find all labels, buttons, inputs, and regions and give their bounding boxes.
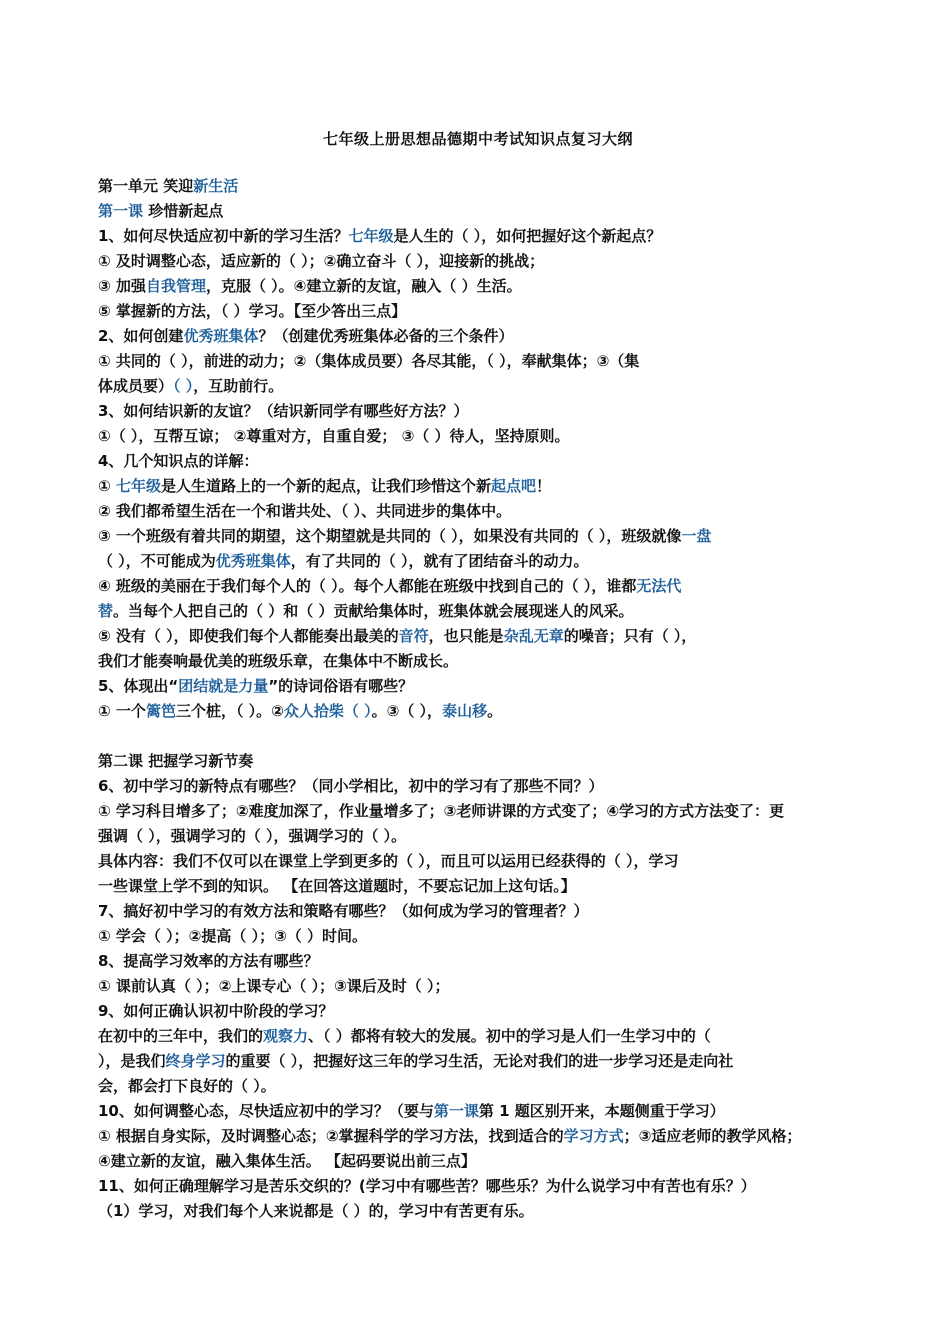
text-segment: 是人生道路上的一个新的起点，让我们珍惜这个新 xyxy=(160,477,491,495)
text-segment: 7、搞好初中学习的有效方法和策略有哪些？（如何成为学习的管理者？） xyxy=(98,902,589,920)
text-line xyxy=(98,675,858,697)
highlighted-text: 替 xyxy=(98,602,114,620)
text-line xyxy=(98,750,858,772)
text-segment: ，也只能是 xyxy=(428,627,504,645)
text-segment: ① 一个 xyxy=(98,702,146,720)
text-segment: 8、提高学习效率的方法有哪些？ xyxy=(98,952,319,970)
highlighted-text: 优秀班集体 xyxy=(183,327,259,345)
highlighted-text: 优秀班集体 xyxy=(215,552,291,570)
text-line xyxy=(98,525,858,547)
text-segment: ④建立新的友谊，融入集体生活。 【起码要说出前三点】 xyxy=(98,1152,476,1170)
highlighted-text: 起点吧 xyxy=(490,477,536,495)
highlighted-text: 音符 xyxy=(398,627,429,645)
text-line xyxy=(98,475,858,497)
text-segment: 11、如何正确理解学习是苦乐交织的？(学习中有哪些苦？哪些乐？为什么说学习中有苦也有乐？） xyxy=(98,1177,756,1195)
text-line xyxy=(98,350,858,372)
text-line xyxy=(98,1075,858,1097)
text-line xyxy=(98,600,858,622)
text-line xyxy=(98,1125,858,1147)
text-segment: 在初中的三年中，我们的 xyxy=(98,1027,264,1045)
text-segment: 的重要（ ），把握好这三年的学习生活，无论对我们的进一步学习还是走向社 xyxy=(225,1052,734,1070)
text-segment: 、（ ）都将有较大的发展。初中的学习是人们一生学习中的（ xyxy=(308,1027,711,1045)
text-segment: 第二课 把握学习新节奏 xyxy=(98,752,254,770)
text-line xyxy=(98,550,858,572)
text-line xyxy=(98,850,858,872)
text-segment: 一些课堂上学不到的知识。 【在回答这道题时，不要忘记加上这句话。】 xyxy=(98,877,576,895)
text-line xyxy=(98,1150,858,1172)
text-segment: ，克服（ ）。④建立新的友谊，融入（ ）生活。 xyxy=(205,277,522,295)
highlighted-text: 七年级 xyxy=(348,227,394,245)
text-segment: ），是我们 xyxy=(98,1052,166,1070)
text-segment: ！ xyxy=(535,477,551,495)
text-segment: 三个桩，（ ）。② xyxy=(175,702,284,720)
document-title: 七年级上册思想品德期中考试知识点复习大纲 xyxy=(322,130,633,148)
text-line xyxy=(98,575,858,597)
text-segment: 3、如何结识新的友谊？（结识新同学有哪些好方法？） xyxy=(98,402,469,420)
text-line xyxy=(98,225,858,247)
highlighted-text: 团结就是力量 xyxy=(178,677,269,695)
text-line xyxy=(98,650,858,672)
text-segment: 体成员要） xyxy=(98,377,174,395)
highlighted-text: 学习方式 xyxy=(563,1127,624,1145)
text-segment: ① 及时调整心态，适应新的（ ）；②确立奋斗（ ），迎接新的挑战； xyxy=(98,252,545,270)
text-segment: ；③适应老师的教学风格； xyxy=(623,1127,802,1145)
highlighted-text: 第一课 xyxy=(433,1102,479,1120)
highlighted-text: 一盘 xyxy=(681,527,712,545)
text-segment: （1）学习，对我们每个人来说都是（ ）的，学习中有苦更有乐。 xyxy=(98,1202,534,1220)
text-segment: 6、初中学习的新特点有哪些？（同小学相比，初中的学习有了那些不同？） xyxy=(98,777,604,795)
text-line xyxy=(98,950,858,972)
text-segment: ？（创建优秀班集体必备的三个条件） xyxy=(258,327,514,345)
text-segment: ① 学习科目增多了；②难度加深了，作业量增多了；③老师讲课的方式变了；④学习的方式方法变了：更 xyxy=(98,802,785,820)
text-line xyxy=(98,425,858,447)
text-line xyxy=(98,500,858,522)
text-line xyxy=(98,1000,858,1022)
text-line xyxy=(98,900,858,922)
text-line xyxy=(98,800,858,822)
text-line xyxy=(98,975,858,997)
text-line xyxy=(98,1025,858,1047)
text-segment: 10、如何调整心态，尽快适应初中的学习？（要与 xyxy=(98,1102,434,1120)
text-segment: ⑤ 掌握新的方法，（ ）学习。【至少答出三点】 xyxy=(98,302,407,320)
text-segment: 2、如何创建 xyxy=(98,327,184,345)
text-segment: 1、如何尽快适应初中新的学习生活？ xyxy=(98,227,349,245)
text-line xyxy=(98,625,858,647)
highlighted-text: 众人拾柴（ ） xyxy=(283,702,372,720)
text-segment: 。 xyxy=(487,702,503,720)
text-line xyxy=(98,400,858,422)
highlighted-text: 自我管理 xyxy=(145,277,206,295)
text-segment: 的噪音；只有（ ）， xyxy=(563,627,697,645)
highlighted-text: 第一课 xyxy=(98,202,144,220)
text-segment: 强调（ ），强调学习的（ ），强调学习的（ ）。 xyxy=(98,827,407,845)
text-segment: 。当每个人把自己的（ ）和（ ）贡献给集体时，班集体就会展现迷人的风采。 xyxy=(113,602,634,620)
text-line xyxy=(98,875,858,897)
text-line xyxy=(98,300,858,322)
text-line xyxy=(98,700,858,722)
text-line xyxy=(98,775,858,797)
highlighted-text: 新生活 xyxy=(193,177,239,195)
text-line xyxy=(98,275,858,297)
highlighted-text: 泰山移 xyxy=(442,702,488,720)
text-segment: ③ 一个班级有着共同的期望，这个期望就是共同的（ ），如果没有共同的（ ），班级就像 xyxy=(98,527,682,545)
text-segment: ① 课前认真（ ）；②上课专心（ ）；③课后及时（ ）； xyxy=(98,977,450,995)
text-line xyxy=(98,825,858,847)
text-line xyxy=(98,450,858,472)
text-line xyxy=(98,925,858,947)
text-segment: 。③（ ）， xyxy=(371,702,443,720)
text-segment: ，有了共同的（ ），就有了团结奋斗的动力。 xyxy=(290,552,589,570)
text-segment: 第 1 题区别开来，本题侧重于学习） xyxy=(478,1102,725,1120)
highlighted-text: 终身学习 xyxy=(165,1052,226,1070)
text-line xyxy=(98,325,858,347)
text-segment: 第一单元 笑迎 xyxy=(98,177,194,195)
text-segment: 我们才能奏响最优美的班级乐章，在集体中不断成长。 xyxy=(98,652,459,670)
text-line xyxy=(98,1100,858,1122)
text-segment: 是人生的（ ），如何把握好这个新起点？ xyxy=(393,227,662,245)
text-segment: ① 共同的（ ），前进的动力；②（集体成员要）各尽其能，（ ），奉献集体；③（集 xyxy=(98,352,640,370)
text-segment: 会，都会打下良好的（ ）。 xyxy=(98,1077,276,1095)
text-segment: ① xyxy=(98,477,116,495)
text-line xyxy=(98,375,858,397)
text-segment: ④ 班级的美丽在于我们每个人的（ ）。每个人都能在班级中找到自己的（ ），谁都 xyxy=(98,577,637,595)
text-segment: ，互助前行。 xyxy=(193,377,284,395)
text-segment: ③ 加强 xyxy=(98,277,146,295)
highlighted-text: 篱笆 xyxy=(145,702,176,720)
highlighted-text: 杂乱无章 xyxy=(503,627,564,645)
text-line xyxy=(98,1050,858,1072)
text-segment: 4、几个知识点的详解： xyxy=(98,452,259,470)
text-segment: ① 根据自身实际，及时调整心态；②掌握科学的学习方法，找到适合的 xyxy=(98,1127,564,1145)
text-segment: ① 学会（ ）；②提高（ ）；③（ ）时间。 xyxy=(98,927,367,945)
text-line xyxy=(98,1175,858,1197)
text-segment: ⑤ 没有（ ），即使我们每个人都能奏出最美的 xyxy=(98,627,399,645)
text-segment: ”的诗词俗语有哪些？ xyxy=(268,677,414,695)
text-segment: 具体内容：我们不仅可以在课堂上学到更多的（ ），而且可以运用已经获得的（ ），学习 xyxy=(98,852,679,870)
text-segment: 珍惜新起点 xyxy=(143,202,224,220)
text-line xyxy=(98,200,858,222)
highlighted-text: 观察力 xyxy=(263,1027,309,1045)
text-line xyxy=(98,250,858,272)
text-segment: 5、体现出“ xyxy=(98,677,179,695)
text-segment: 9、如何正确认识初中阶段的学习？ xyxy=(98,1002,334,1020)
highlighted-text: （ ） xyxy=(173,377,194,395)
text-line xyxy=(98,1200,858,1222)
text-segment: ①（ ），互帮互谅； ②尊重对方，自重自爱； ③（ ）待人，坚持原则。 xyxy=(98,427,570,445)
highlighted-text: 无法代 xyxy=(636,577,682,595)
highlighted-text: 七年级 xyxy=(115,477,161,495)
text-segment: （ ），不可能成为 xyxy=(98,552,216,570)
text-line xyxy=(98,175,858,197)
text-segment: ② 我们都希望生活在一个和谐共处、（ ）、共同进步的集体中。 xyxy=(98,502,512,520)
